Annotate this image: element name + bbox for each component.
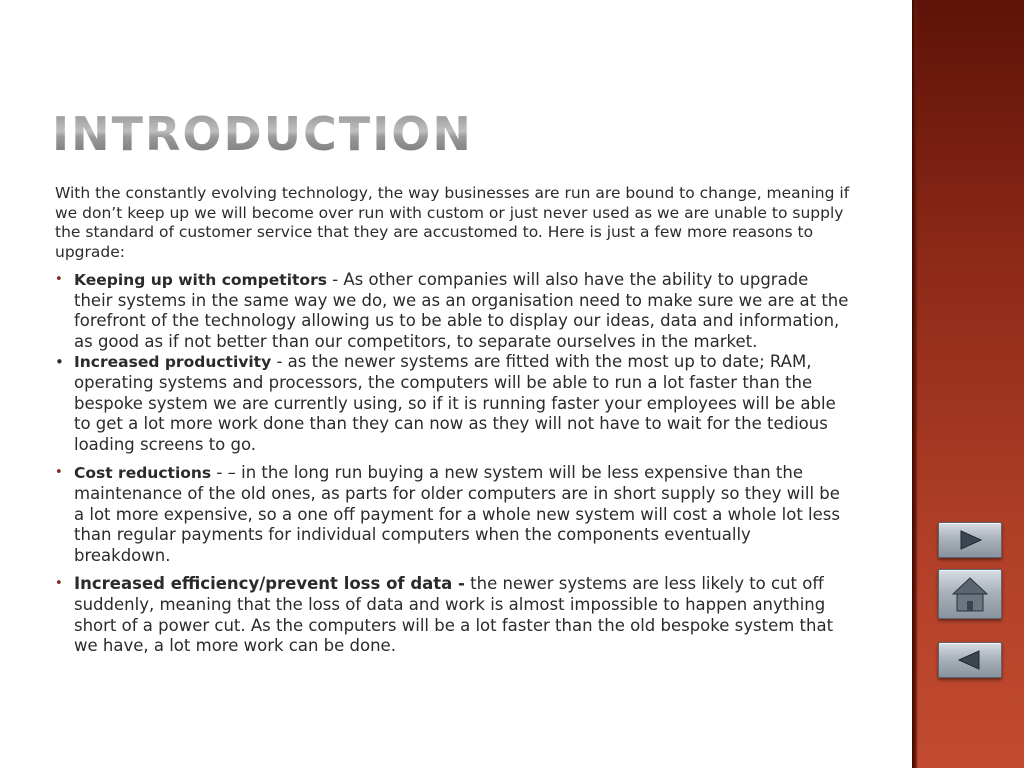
bullet-text: the newer systems are less likely to cut off suddenly, meaning that the loss of data and work is almost impossible to happen anything short of a power cut. As the computers will be a lot faster than the old bespoke system that we have, a lot more work can be done. bbox=[74, 574, 834, 656]
bullet-icon: • bbox=[55, 465, 63, 481]
side-panel-edge bbox=[912, 0, 918, 768]
list-item bbox=[55, 352, 850, 455]
list-item bbox=[55, 463, 850, 566]
bullet-term: Cost reductions bbox=[74, 464, 212, 483]
reasons-list bbox=[55, 270, 850, 657]
play-previous-icon bbox=[939, 643, 1001, 677]
bullet-text: - as the newer systems are fitted with the most up to date; RAM, operating systems and processors, the computers will be able to run a lot faster than the bespoke system we are currently using, so if it is running faster your employees will be able to get a lot more work done than they can now as they will not have to wait for the tedious loading screens to go. bbox=[74, 352, 836, 454]
list-item bbox=[55, 574, 850, 656]
bullet-text: - – in the long run buying a new system will be less expensive than the maintenance of the old ones, as parts for older computers are in short supply so they will be a lot more expensive, so a one off payment for a whole new system will cost a whole lot less than regular payments for individual computers when the components eventually breakdown. bbox=[74, 463, 840, 565]
bullet-icon: • bbox=[55, 353, 64, 372]
bullet-term: Increased productivity bbox=[74, 353, 272, 372]
list-item bbox=[55, 270, 850, 352]
next-slide-button[interactable] bbox=[938, 522, 1002, 558]
home-button[interactable] bbox=[938, 569, 1002, 619]
slide-title: INTRODUCTION bbox=[52, 107, 473, 161]
slide-body bbox=[55, 184, 850, 657]
bullet-text: - As other companies will also have the ability to upgrade their systems in the same way we do, we as an organisation need to make sure we are at the forefront of the technology allowing us to be able to display our ideas, data and information, as good as if not better than our competitors, to separate ourselves in the market. bbox=[74, 270, 849, 351]
bullet-term: Keeping up with competitors bbox=[74, 271, 327, 289]
bullet-term: Increased efficiency/prevent loss of data - bbox=[74, 574, 465, 594]
bullet-icon: • bbox=[55, 272, 63, 287]
bullet-icon: • bbox=[55, 576, 63, 592]
play-next-icon bbox=[939, 523, 1001, 557]
home-icon bbox=[939, 570, 1001, 618]
intro-paragraph: With the constantly evolving technology, the way businesses are run are bound to change, meaning if we don’t keep up we will become over run with custom or just never used as we are unable to supply the standard of customer service that they are accustomed to. Here is just a few more reasons to upgrade: bbox=[55, 184, 850, 261]
previous-slide-button[interactable] bbox=[938, 642, 1002, 678]
